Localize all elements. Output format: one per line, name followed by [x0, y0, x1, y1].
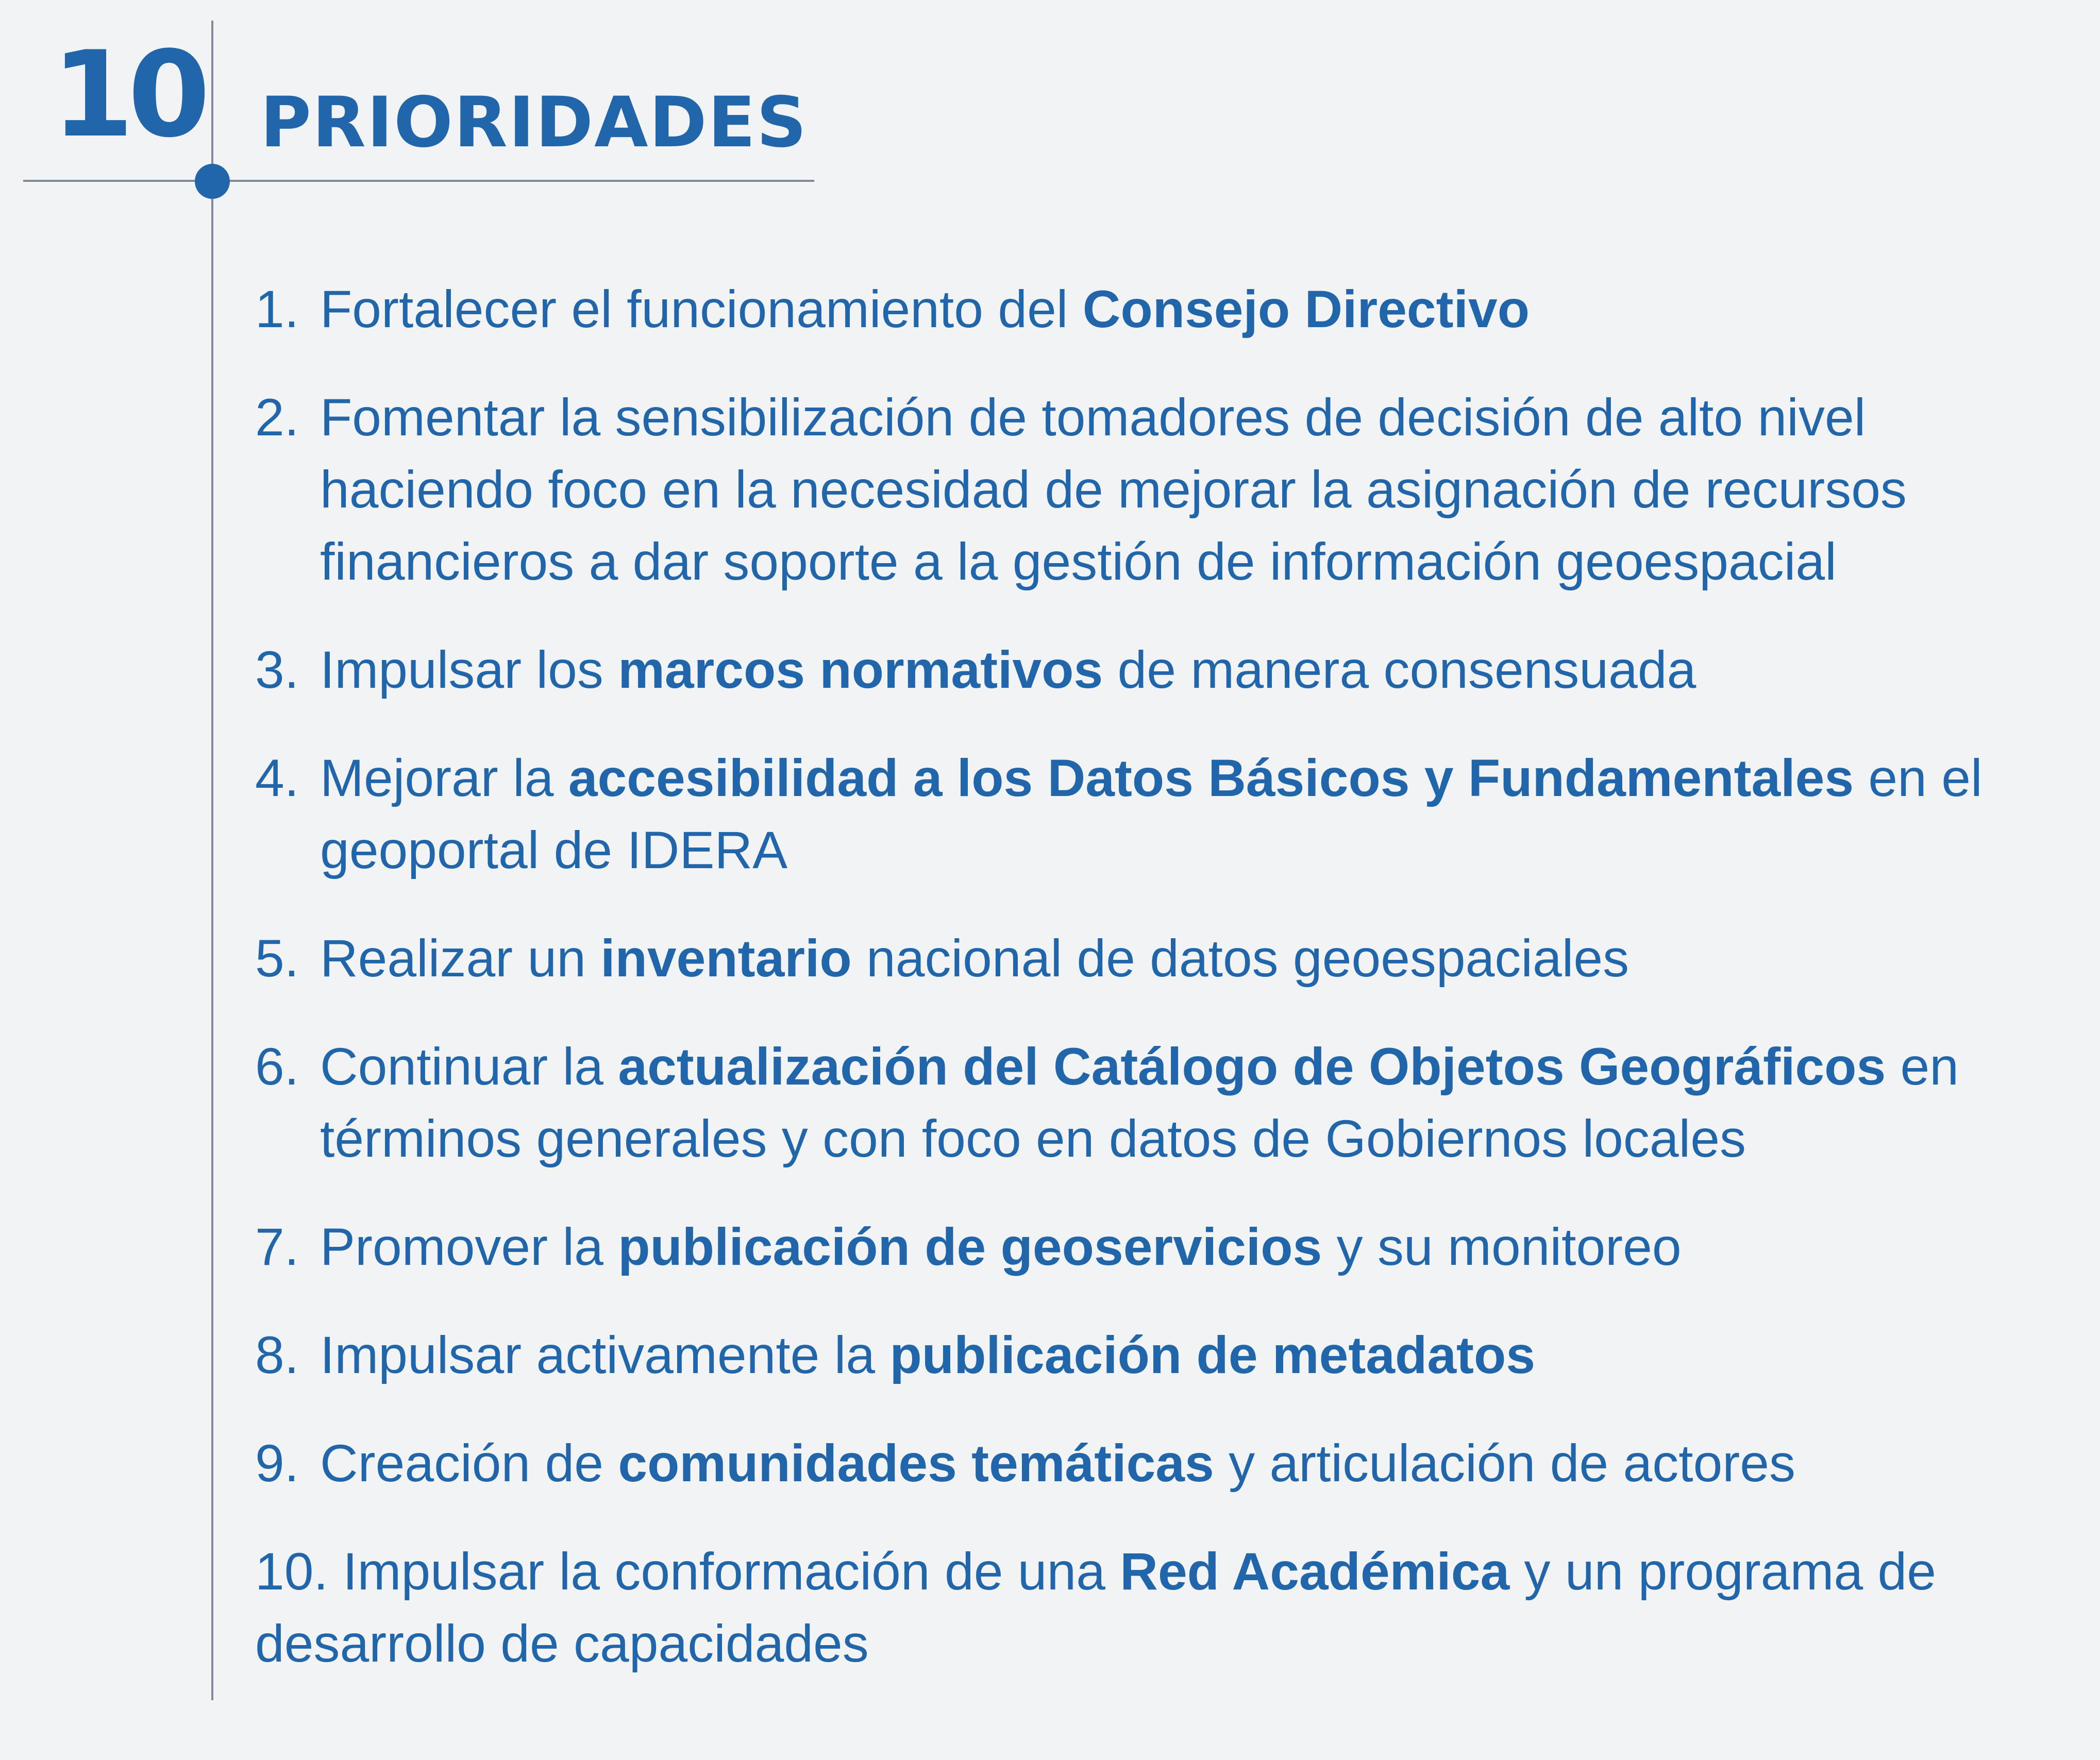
- priorities-list: [255, 273, 2069, 1680]
- item-number: 10.: [255, 1542, 343, 1601]
- item-text: Continuar la: [320, 1037, 618, 1096]
- item-highlight: publicación de geoservicios: [618, 1217, 1322, 1276]
- item-number: 8.: [255, 1326, 299, 1384]
- timeline-dot: [195, 164, 230, 199]
- item-number: 6.: [255, 1037, 299, 1096]
- item-text: Impulsar la conformación de una: [343, 1542, 1120, 1601]
- item-text: nacional de datos geoespaciales: [851, 929, 1629, 988]
- priority-item-4: [255, 742, 2069, 886]
- priority-item-10: [255, 1535, 2069, 1680]
- item-highlight: marcos normativos: [618, 640, 1103, 699]
- item-number: 5.: [255, 929, 299, 988]
- page-title: PRIORIDADES: [260, 82, 808, 163]
- item-text: en el geoportal de IDERA: [320, 749, 1983, 879]
- item-highlight: inventario: [600, 929, 852, 988]
- priority-item-3: [255, 634, 2069, 706]
- priority-item-7: [255, 1211, 2069, 1283]
- horizontal-divider: [23, 180, 814, 182]
- item-text: Impulsar activamente la: [320, 1326, 890, 1384]
- vertical-divider: [211, 21, 213, 1700]
- item-text: Mejorar la: [320, 749, 568, 807]
- item-text: en términos generales y con foco en datos de Gobiernos locales: [320, 1037, 1959, 1168]
- item-number: 7.: [255, 1217, 299, 1276]
- item-highlight: comunidades temáticas: [618, 1434, 1214, 1493]
- item-text: Fomentar la sensibilización de tomadores de decisión de alto nivel haciendo foco en la necesidad de mejorar la asignación de recursos financieros a dar soporte a la gestión de información geoespacial: [320, 388, 1907, 591]
- item-text: Fortalecer el funcionamiento del: [320, 280, 1083, 339]
- item-text: y un programa de desarrollo de capacidades: [255, 1542, 1936, 1673]
- item-text: y su monitoreo: [1322, 1217, 1682, 1276]
- item-number: 4.: [255, 749, 299, 807]
- item-highlight: Consejo Directivo: [1082, 280, 1530, 339]
- section-number: 10: [52, 26, 205, 164]
- item-number: 2.: [255, 388, 299, 447]
- item-text: Promover la: [320, 1217, 618, 1276]
- item-text: y articulación de actores: [1214, 1434, 1795, 1493]
- item-highlight: actualización del Catálogo de Objetos Geográficos: [618, 1037, 1886, 1096]
- item-number: 9.: [255, 1434, 299, 1493]
- priority-item-8: [255, 1319, 2069, 1391]
- item-highlight: publicación de metadatos: [889, 1326, 1536, 1384]
- item-text: Impulsar los: [320, 640, 618, 699]
- priority-item-1: [255, 273, 2069, 345]
- item-number: 1.: [255, 280, 299, 339]
- priority-item-5: [255, 922, 2069, 994]
- item-number: 3.: [255, 640, 299, 699]
- item-text: Creación de: [320, 1434, 618, 1493]
- priority-item-9: [255, 1427, 2069, 1499]
- item-text: de manera consensuada: [1103, 640, 1696, 699]
- priority-item-2: [255, 381, 2069, 598]
- item-highlight: Red Académica: [1120, 1542, 1510, 1601]
- item-text: Realizar un: [320, 929, 601, 988]
- item-highlight: accesibilidad a los Datos Básicos y Fundamentales: [568, 749, 1854, 807]
- priority-item-6: [255, 1030, 2069, 1175]
